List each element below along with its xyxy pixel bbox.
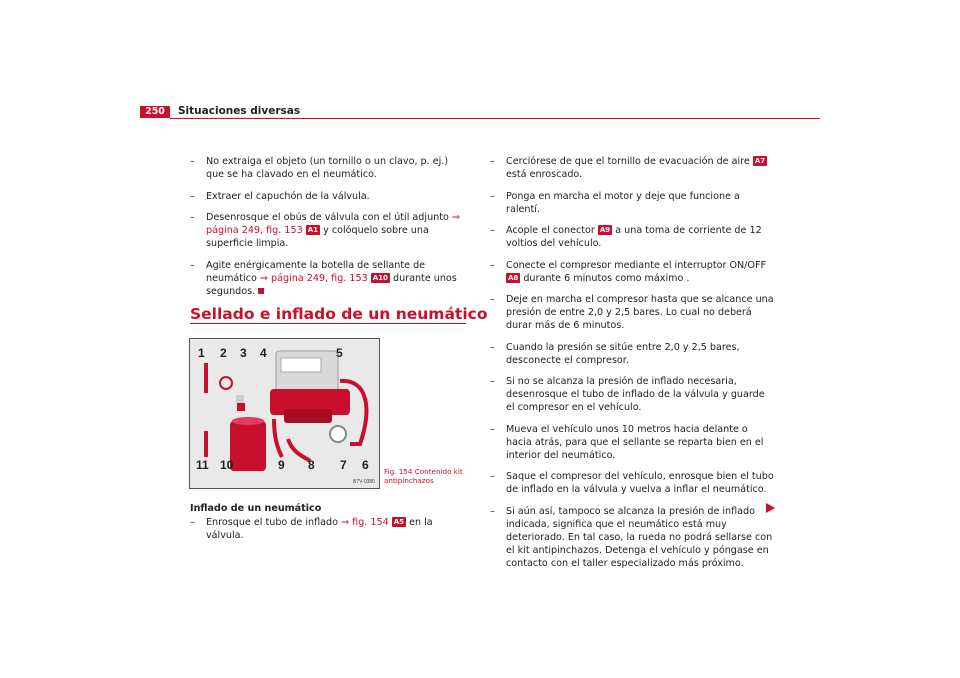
dash-bullet: – [490,471,495,482]
text-run: Agite enérgicamente la botella de sellante de neumático [206,259,426,284]
figure-code: B7V-0380 [353,479,375,485]
list-item [490,375,775,414]
text-run: Si aún así, tampoco se alcanza la presión de inflado indicada, significa que el neumático está muy deteriorado. En tal caso, la rueda no podrá sellarse con el kit antipinchazos. Detenga el vehículo y póngase en contacto con el taller especializado más próximo. [506,505,773,569]
list-item [490,224,775,250]
text-run: Cerciórese de que el tornillo de evacuación de aire [506,156,753,167]
list-item [490,505,775,570]
right-step-list [490,155,775,578]
text-run: está enroscado. [506,169,583,180]
dash-bullet: – [490,341,495,353]
text-run: Mueva el vehículo unos 10 metros hacia delante o hacia atrás, para que el sellante se reparta bien en el interior del neumático. [506,423,764,461]
text-run: Ponga en marcha el motor y deje que funcione a ralentí. [506,190,740,215]
page-number: 250 [140,106,170,118]
continue-arrow-icon [766,503,775,513]
text-run: Desenrosque el obús de válvula con el útil adjunto [206,212,452,223]
figure-number: 5 [336,346,343,360]
text-run: Si no se alcanza la presión de inflado necesaria, desenrosque el tubo de inflado de la válvula y guarde el compresor en el vehículo. [506,376,765,413]
callout-badge: A5 [393,518,405,526]
text-run: Acople el conector [506,225,598,236]
dash-bullet: – [190,517,195,528]
figure-number: 1 [198,346,205,360]
header-rule [170,118,820,119]
text-run: Deje en marcha el compresor hasta que se alcance una presión de entre 2,0 y 2,5 bares. Lo cual no deberá durar más de 6 minutos. [506,294,774,331]
running-header: Situaciones diversas [178,105,301,117]
dash-bullet: – [490,376,495,387]
list-item [490,341,775,367]
list-item [190,516,465,542]
dash-bullet: – [490,156,495,167]
callout-badge: A7 [754,157,766,165]
list-item [190,259,465,298]
subsection-title: Inflado de un neumático [190,503,322,514]
figure-number: 3 [240,346,247,360]
text-run: Conecte el compresor mediante el interruptor ON/OFF [506,259,767,271]
callout-badge: A8 [508,273,519,282]
text-run: en la válvula. [206,517,433,541]
dash-bullet: – [490,505,495,517]
page-reference-link[interactable]: ⇒ página 249, fig. 153 [206,212,460,236]
text-run: durante unos segundos. [206,272,457,297]
figure-number: 7 [340,458,347,472]
list-item [490,470,775,496]
dash-bullet: – [190,156,195,167]
figure-number: 10 [220,458,234,472]
text-run: durante 6 minutos como máximo . [520,272,690,284]
figure-number: 2 [220,346,227,360]
repair-kit-illustration [190,339,379,488]
dash-bullet: – [490,225,495,236]
left-step-list [190,155,465,306]
list-item [490,423,775,462]
dash-bullet: – [490,294,495,305]
figure-caption: Fig. 154 Contenido kit antipinchazos [384,467,463,485]
dash-bullet: – [490,259,495,271]
text-run: a una toma de corriente de 12 voltios del vehículo. [506,225,762,249]
text-run: Cuando la presión se sitúe entre 2,0 y 2,5 bares, desconecte el compresor. [506,341,740,366]
dash-bullet: – [190,190,195,202]
text-run: Extraer el capuchón de la válvula. [206,190,370,202]
figure-repair-kit [189,338,380,489]
list-item [490,293,775,332]
dash-bullet: – [190,212,195,223]
callout-badge: A9 [599,226,611,234]
list-item [490,155,775,181]
page-reference-link[interactable]: ⇒ fig. 154 [341,517,389,528]
callout-badge: A1 [307,226,319,234]
end-mark-icon [258,288,264,294]
text-run: y colóquelo sobre una superficie limpia. [206,225,429,249]
list-item [490,259,775,285]
figure-number: 11 [196,458,209,472]
page-reference-link[interactable]: ⇒ página 249, fig. 153 [259,272,368,284]
left-step-list-2 [190,516,465,551]
list-item [190,155,465,181]
text-run: No extraiga el objeto (un tornillo o un clavo, p. ej.) que se ha clavado en el neumático. [206,156,449,180]
list-item [190,211,465,250]
text-run: Enrosque el tubo de inflado [206,517,342,528]
dash-bullet: – [490,423,495,435]
figure-number: 4 [260,346,267,360]
text-run: Saque el compresor del vehículo, enrosque bien el tubo de inflado en la válvula y vuelva a inflar el neumático. [506,471,774,495]
callout-badge: A10 [372,273,388,282]
figure-number: 8 [308,458,315,472]
section-rule [190,323,466,324]
list-item [490,190,775,216]
section-title: Sellado e inflado de un neumático [190,305,488,323]
dash-bullet: – [490,190,495,202]
figure-number: 9 [278,458,285,472]
list-item [190,190,465,203]
figure-number: 6 [362,458,369,472]
dash-bullet: – [190,259,195,271]
